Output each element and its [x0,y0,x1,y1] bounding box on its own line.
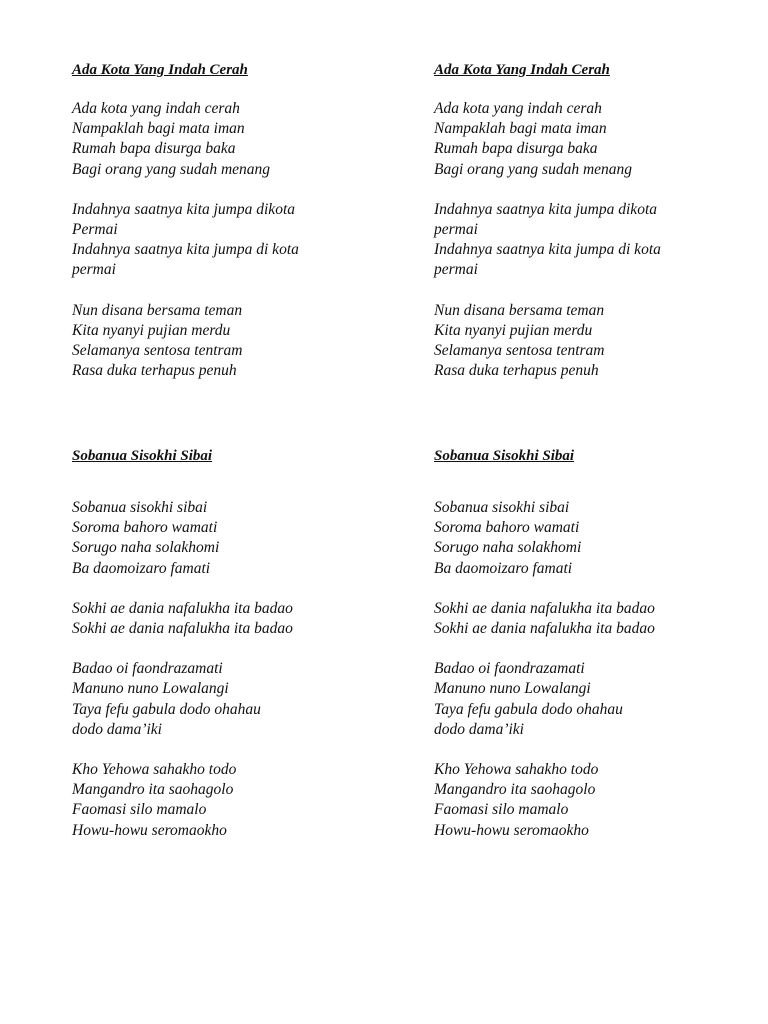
lyric-line: Soroma bahoro wamati [434,519,580,537]
lyric-line: Ada kota yang indah cerah [434,100,602,117]
lyric-line: Manuno nuno Lowalangi [72,680,229,698]
stanza [72,498,372,579]
stanza [434,599,734,639]
stanza [434,659,734,740]
lyric-line: Kita nyanyi pujian merdu [72,321,231,339]
song-title: Ada Kota Yang Indah Cerah [72,62,248,78]
lyric-line: Taya fefu gabula dodo ohahau [434,700,623,718]
lyric-line: Sorugo naha solakhomi [434,539,582,557]
lyric-line: permai [72,261,116,279]
stanza [72,659,372,740]
lyric-line: Sobanua sisokhi sibai [434,499,570,516]
lyric-line: Sobanua sisokhi sibai [72,499,208,516]
lyric-line: Selamanya sentosa tentram [434,342,605,360]
lyric-line: Bagi orang yang sudah menang [72,160,271,178]
stanza [72,760,372,841]
lyric-line: Sokhi ae dania nafalukha ita badao [72,599,293,617]
lyric-line: Indahnya saatnya kita jumpa di kota [72,241,299,259]
lyric-line: Kho Yehowa sahakho todo [72,761,237,779]
lyric-line: Howu-howu seromaokho [72,821,227,839]
stanza [434,200,734,281]
lyric-line: Rumah bapa disurga baka [72,140,236,158]
stanza [72,99,372,180]
lyric-line: Nampaklah bagi mata iman [72,120,245,138]
lyric-line: Bagi orang yang sudah menang [434,160,633,178]
lyric-line: Kita nyanyi pujian merdu [434,321,593,339]
lyric-line: Sokhi ae dania nafalukha ita badao [72,620,293,638]
lyric-line: Faomasi silo mamalo [72,801,207,819]
lyric-line: Mangandro ita saohagolo [434,781,596,799]
stanza [434,498,734,579]
lyric-line: Mangandro ita saohagolo [72,781,234,799]
right-column [434,60,734,861]
stanza [72,599,372,639]
lyric-line: Permai [72,221,118,239]
lyric-line: Sokhi ae dania nafalukha ita badao [434,599,655,617]
lyric-line: permai [434,261,478,279]
lyric-line: Manuno nuno Lowalangi [434,680,591,698]
song-ada-kota [434,60,734,446]
stanza [434,760,734,841]
lyric-line: Rumah bapa disurga baka [434,140,598,158]
lyric-line: Nampaklah bagi mata iman [434,120,607,138]
stanza [434,301,734,382]
song-sobanua [434,446,734,841]
lyric-line: Nun disana bersama teman [434,301,605,319]
lyric-line: Indahnya saatnya kita jumpa di kota [434,241,661,259]
lyric-line: Sokhi ae dania nafalukha ita badao [434,620,655,638]
song-title: Sobanua Sisokhi Sibai [72,448,213,464]
lyric-line: Faomasi silo mamalo [434,801,569,819]
lyric-line: Badao oi faondrazamati [72,660,223,678]
stanza [72,301,372,382]
song-title: Sobanua Sisokhi Sibai [434,448,575,464]
lyric-line: Badao oi faondrazamati [434,660,585,678]
lyric-line: Indahnya saatnya kita jumpa dikota [434,200,657,218]
lyric-line: Kho Yehowa sahakho todo [434,761,599,779]
song-sobanua [72,446,372,841]
lyric-line: Selamanya sentosa tentram [72,342,243,360]
lyric-line: Ba daomoizaro famati [72,559,211,577]
lyric-line: Nun disana bersama teman [72,301,243,319]
lyric-line: Rasa duka terhapus penuh [72,362,237,380]
lyric-line: dodo dama’iki [434,720,524,738]
stanza [72,200,372,281]
song-ada-kota [72,60,372,446]
lyric-line: Howu-howu seromaokho [434,821,589,839]
lyric-line: Indahnya saatnya kita jumpa dikota [72,200,295,218]
lyric-line: Rasa duka terhapus penuh [434,362,599,380]
lyric-line: Sorugo naha solakhomi [72,539,220,557]
lyric-line: Taya fefu gabula dodo ohahau [72,700,261,718]
stanza [434,99,734,180]
lyric-line: dodo dama’iki [72,720,162,738]
lyric-line: Soroma bahoro wamati [72,519,218,537]
left-column [72,60,372,861]
song-title: Ada Kota Yang Indah Cerah [434,62,610,78]
lyric-line: Ba daomoizaro famati [434,559,573,577]
lyric-line: Ada kota yang indah cerah [72,100,240,117]
lyric-line: permai [434,221,478,239]
